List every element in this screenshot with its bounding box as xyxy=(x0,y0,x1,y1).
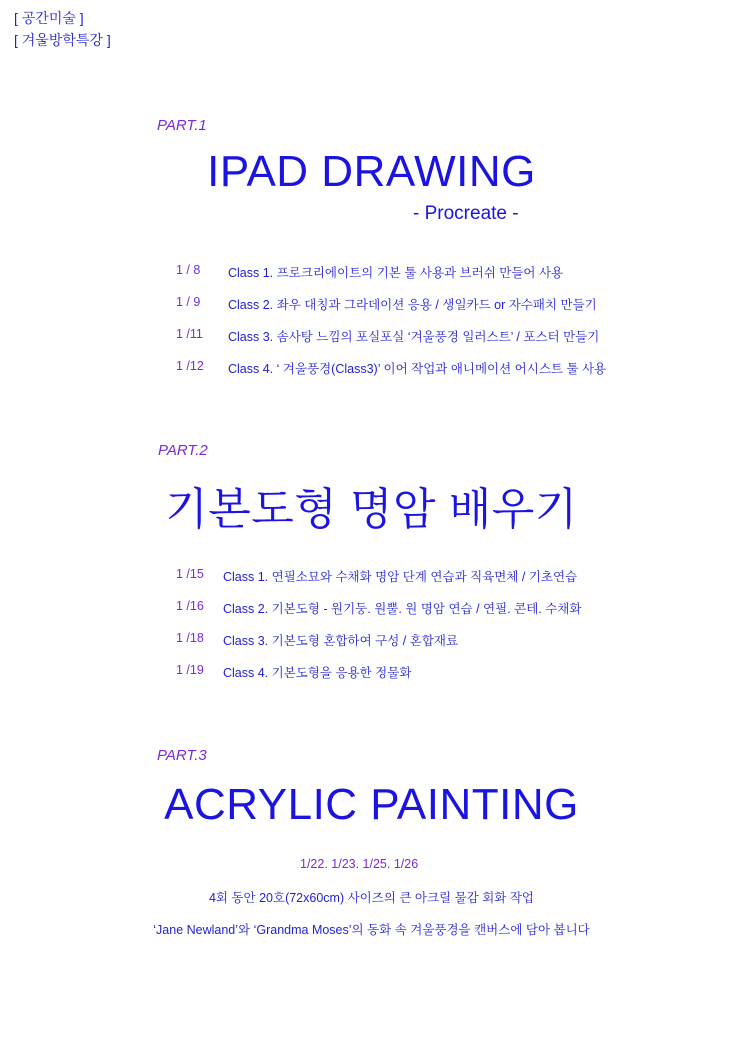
part1-title: IPAD DRAWING xyxy=(207,147,536,196)
part2-class-desc: Class 3. 기본도형 혼합하여 구성 / 혼합재료 xyxy=(223,634,459,648)
tag-winter-special: [ 겨울방학특강 ] xyxy=(14,32,111,48)
part2-class-date: 1 /19 xyxy=(176,663,204,677)
part1-class-desc: Class 2. 좌우 대칭과 그라데이션 응용 / 생일카드 or 자수패치 만들기 xyxy=(228,298,597,312)
part1-subtitle: - Procreate - xyxy=(413,203,519,224)
part3-dates: 1/22. 1/23. 1/25. 1/26 xyxy=(300,857,419,871)
part1-class-desc: Class 3. 솜사탕 느낌의 포실포실 ‘겨울풍경 일러스트’ / 포스터 만들기 xyxy=(228,330,600,344)
part2-class-date: 1 /16 xyxy=(176,599,204,613)
part2-class-date: 1 /15 xyxy=(176,567,204,581)
part2-class-date: 1 /18 xyxy=(176,631,204,645)
part1-class-date: 1 /12 xyxy=(176,359,204,373)
part2-title: 기본도형 명암 배우기 xyxy=(165,485,578,534)
part3-description-line1: 4회 동안 20호(72x60cm) 사이즈의 큰 아크릴 물감 회화 작업 xyxy=(208,891,535,905)
part1-class-desc: Class 4. ‘ 겨울풍경(Class3)’ 이어 작업과 애니메이션 어시스트 툴 사용 xyxy=(228,362,607,376)
part1-class-desc: Class 1. 프로크리에이트의 기본 툴 사용과 브러쉬 만들어 사용 xyxy=(228,266,564,280)
part1-class-date: 1 / 8 xyxy=(176,263,201,277)
part2-label: PART.2 xyxy=(158,442,208,459)
tag-space-art: [ 공간미술 ] xyxy=(14,10,84,26)
part1-class-date: 1 /11 xyxy=(176,327,203,341)
part1-class-date: 1 / 9 xyxy=(176,295,201,309)
part2-class-desc: Class 4. 기본도형을 응용한 정물화 xyxy=(223,666,412,680)
part3-label: PART.3 xyxy=(157,747,207,764)
part3-description-line2: ‘Jane Newland’와 ‘Grandma Moses’의 동화 속 겨울풍경을 캔버스에 담아 봅니다 xyxy=(153,923,590,937)
part3-title: ACRYLIC PAINTING xyxy=(164,780,579,829)
part2-class-desc: Class 1. 연필소묘와 수채화 명암 단계 연습과 직육면체 / 기초연습 xyxy=(223,570,578,584)
part2-class-desc: Class 2. 기본도형 - 원기둥. 원뿔. 원 명암 연습 / 연필. 콘테. 수채화 xyxy=(223,602,582,616)
part1-label: PART.1 xyxy=(157,117,207,134)
